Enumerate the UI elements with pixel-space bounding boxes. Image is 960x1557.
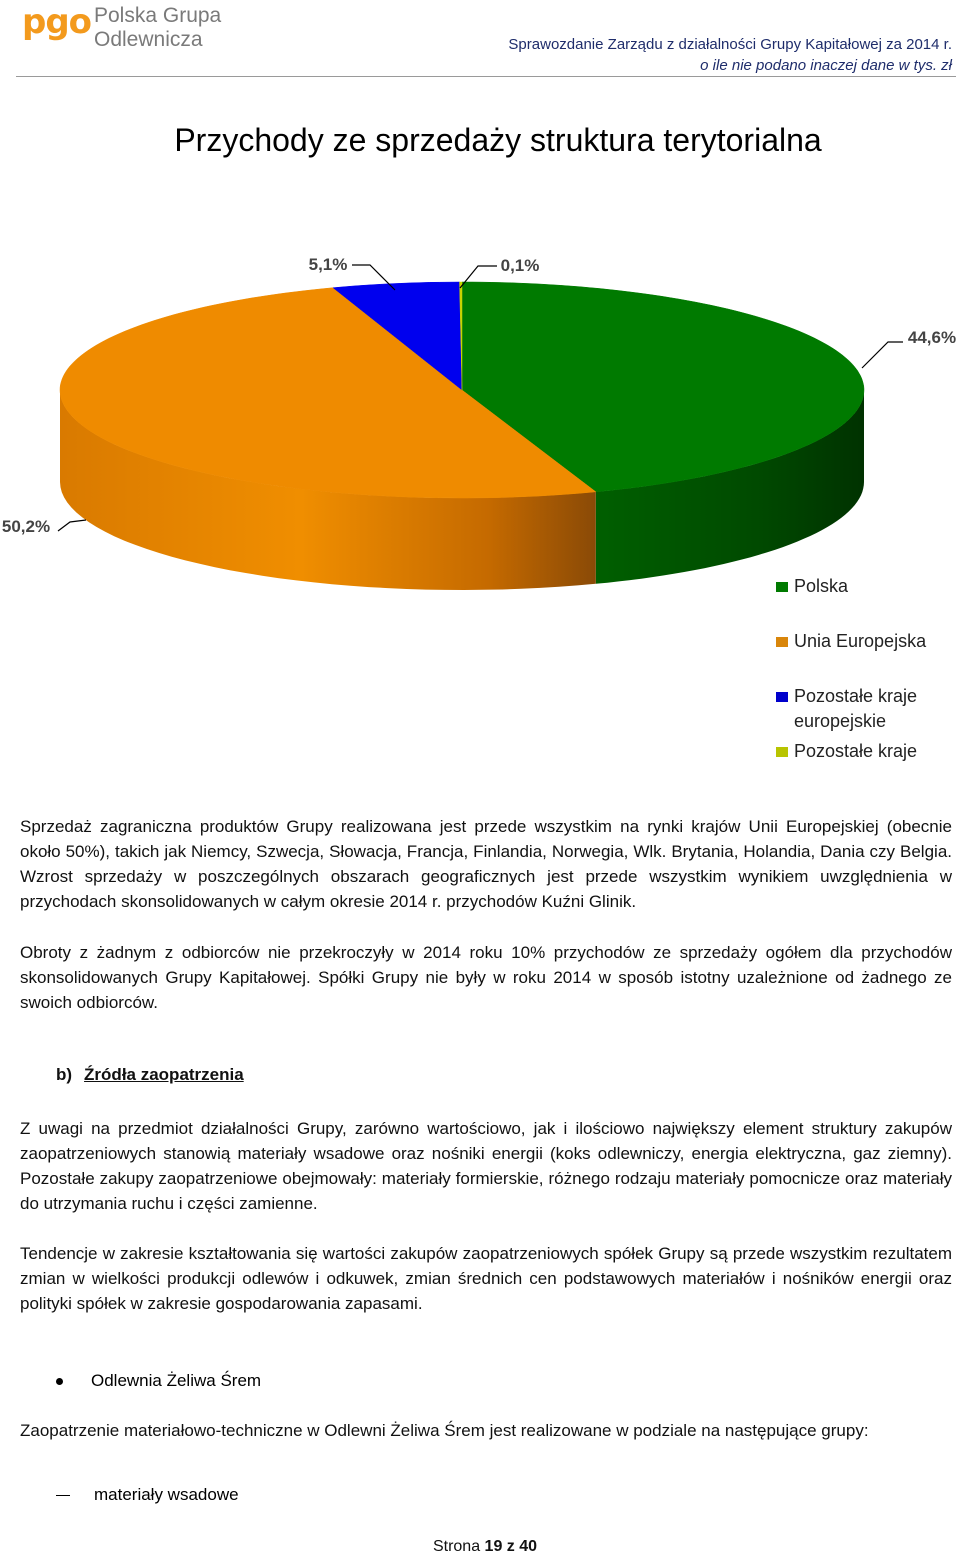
legend-label: Polska [794,576,849,596]
dash-item [56,1482,239,1507]
pie-data-label-3: 0,1% [500,256,540,275]
legend-item-pozostale-kraje-europejskie [776,684,956,734]
pie-data-label-2: 5,1% [308,255,348,274]
company-name-line1: Polska Grupa [94,4,222,27]
paragraph-supply-structure: Z uwagi na przedmiot działalności Grupy, zarówno wartościowo, jak i ilościowo największy element struktury zakupów zaopatrzeniowych stanowią materiały wsadowe oraz nośniki energii (koks odlewniczy, energia elektryczna, gaz ziemny). Pozostałe zakupy zaopatrzeniowe obejmowały: materiały formierskie, różnego rodzaju materiały pomocnicze oraz materiały do utrzymania ruchu i części zamienne. [20,1119,952,1213]
pie-chart [0,90,960,780]
legend-label: europejskie [794,711,887,731]
header-report-info [508,34,952,76]
pie-leader-0 [862,342,903,368]
section-letter: b) [56,1065,73,1084]
footer-sep: z [506,1538,515,1555]
section-title: Źródła zaopatrzenia [84,1065,244,1084]
chart-legend [776,574,956,764]
company-logo [18,2,238,54]
chart-title: Przychody ze sprzedaży struktura terytorialna [174,122,822,158]
bullet-dot [56,1378,63,1385]
units-note: o ile nie podano inaczej dane w tys. zł [700,57,952,74]
paragraph-supply-trends: Tendencje w zakresie kształtowania się wartości zakupów zaopatrzeniowych spółek Grupy są przede wszystkim rezultatem zmian w wielkości produkcji odlewów i odkuwek, zmian średnich cen podstawowych materiałów i nośników energii oraz polityki spółek w zakresie gospodarowania zapasami. [20,1244,952,1313]
legend-label: Pozostałe kraje [794,686,918,706]
pie-leader-1 [58,520,86,531]
dash-mark [56,1495,70,1496]
legend-label: Pozostałe kraje [794,741,918,761]
legend-swatch [776,582,788,592]
legend-swatch [776,637,788,647]
bullet-item [56,1368,261,1393]
pie-data-label-1: 50,2% [1,517,51,536]
page-footer [0,1538,960,1556]
logo-mark: pgo [22,2,92,42]
legend-item-unia-europejska [776,629,956,654]
footer-page-number: 19 [484,1538,503,1555]
legend-item-pozostale-kraje [776,739,956,764]
company-name-line2: Odlewnicza [94,28,203,51]
section-heading [56,1065,244,1085]
header-divider [16,76,956,77]
legend-swatch [776,692,788,702]
pie-data-label-0: 44,6% [907,328,957,347]
pie-top-layer [60,282,864,498]
report-title: Sprawozdanie Zarządu z działalności Grupy Kapitałowej za 2014 r. [508,36,952,53]
paragraph-foreign-sales: Sprzedaż zagraniczna produktów Grupy realizowana jest przede wszystkim na rynki krajów Unii Europejskiej (obecnie około 50%), takich jak Niemcy, Szwecja, Słowacja, Francja, Finlandia, Norwegia, Wlk. Brytania, Holandia, Dania czy Belgia. Wzrost sprzedaży w poszczególnych obszarach geograficznych jest przede wszystkim wynikiem uwzględnienia w przychodach skonsolidowanych w całym okresie 2014 r. przychodów Kuźni Glinik. [20,817,952,911]
legend-label: Unia Europejska [794,631,927,651]
legend-swatch [776,747,788,757]
dash-label: materiały wsadowe [94,1485,239,1504]
paragraph-srem-supply: Zaopatrzenie materiałowo-techniczne w Odlewni Żeliwa Śrem jest realizowane w podziale na następujące grupy: [20,1421,869,1440]
footer-prefix: Strona [432,1538,481,1555]
legend-item-polska [776,574,956,599]
page-header [0,0,960,80]
bullet-label: Odlewnia Żeliwa Śrem [91,1371,262,1390]
footer-page-total: 40 [519,1538,538,1555]
paragraph-customers: Obroty z żadnym z odbiorców nie przekroczyły w 2014 roku 10% przychodów ze sprzedaży ogółem dla przychodów skonsolidowanych Grupy Kapitałowej. Spółki Grupy nie były w roku 2014 w sposób istotny uzależnione od żadnego ze swoich odbiorców. [20,943,952,1012]
